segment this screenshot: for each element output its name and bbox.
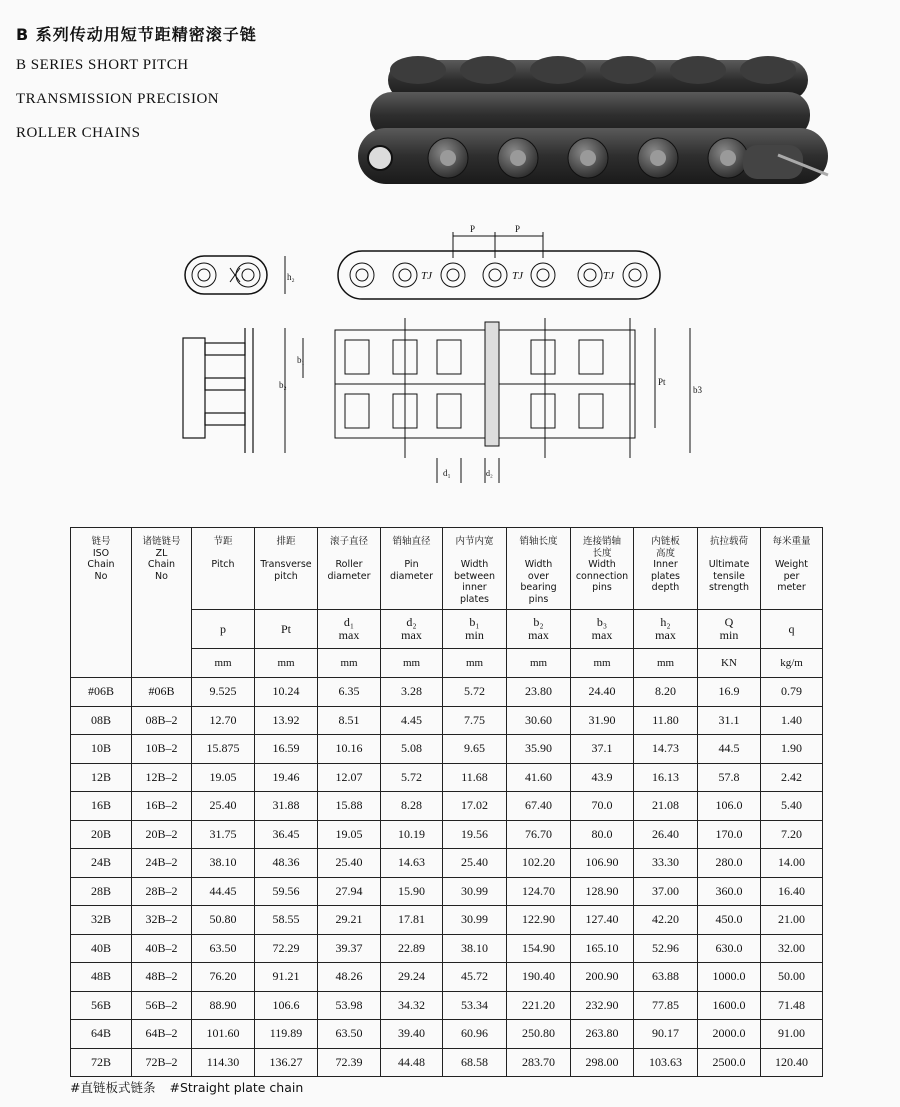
symbol-cell: Pt [255,610,318,649]
table-cell: 12.07 [318,763,381,792]
table-cell: 16.13 [634,763,698,792]
header-cell: 排距 Transverse pitch [255,528,318,610]
table-cell: 13.92 [255,706,318,735]
table-cell: 36.45 [255,820,318,849]
table-cell: 44.45 [192,877,255,906]
table-cell: 114.30 [192,1048,255,1077]
table-cell: 70.0 [571,792,634,821]
table-cell: 24.40 [571,678,634,707]
table-cell: 17.02 [443,792,507,821]
header-cell: 链号 ISO Chain No [71,528,132,678]
table-cell: 10.16 [318,735,381,764]
table-cell: 1600.0 [698,991,761,1020]
unit-cell: mm [318,649,381,678]
table-cell: 37.1 [571,735,634,764]
table-cell: 91.00 [761,1020,823,1049]
table-cell: 67.40 [507,792,571,821]
table-cell: 48B [71,963,132,992]
title-en-line3: ROLLER CHAINS [16,125,141,141]
symbol-cell: b₁ min [443,610,507,649]
unit-cell: KN [698,649,761,678]
table-cell: 124.70 [507,877,571,906]
table-cell: 29.24 [381,963,443,992]
table-cell: 26.40 [634,820,698,849]
header-cell: 每米重量 Weight per meter [761,528,823,610]
table-cell: 52.96 [634,934,698,963]
table-body [71,678,823,1077]
table-cell: 1000.0 [698,963,761,992]
table-cell: 250.80 [507,1020,571,1049]
table-cell: 298.00 [571,1048,634,1077]
table-cell: 14.63 [381,849,443,878]
table-cell: 28B [71,877,132,906]
table-cell: 24B [71,849,132,878]
table-cell: 48.26 [318,963,381,992]
spec-table [70,527,823,1077]
table-cell: 80.0 [571,820,634,849]
table-cell: 232.90 [571,991,634,1020]
table-cell: 43.9 [571,763,634,792]
table-cell: 16.40 [761,877,823,906]
table-row [71,934,823,963]
symbol-cell: b₃ max [571,610,634,649]
table-cell: 31.75 [192,820,255,849]
table-cell: 19.56 [443,820,507,849]
table-cell: 15.90 [381,877,443,906]
title-cn: B 系列传动用短节距精密滚子链 [16,25,257,44]
symbol-cell: h₂ max [634,610,698,649]
table-cell: 12.70 [192,706,255,735]
chain-drawing [175,218,735,488]
unit-cell: kg/m [761,649,823,678]
table-cell: 165.10 [571,934,634,963]
table-cell: 44.5 [698,735,761,764]
table-cell: 10.19 [381,820,443,849]
table-cell: 200.90 [571,963,634,992]
table-cell: 11.80 [634,706,698,735]
label-d1: d₁ [443,468,451,478]
table-cell: 53.34 [443,991,507,1020]
unit-cell: mm [634,649,698,678]
label-p-1: P [470,224,476,234]
label-h2: h₂ [287,272,295,282]
table-cell: 122.90 [507,906,571,935]
table-cell: 31.90 [571,706,634,735]
table-cell: 72.29 [255,934,318,963]
table-cell: 16B–2 [132,792,192,821]
table-cell: 7.20 [761,820,823,849]
symbol-cell: Q min [698,610,761,649]
table-cell: 19.46 [255,763,318,792]
table-cell: 23.80 [507,678,571,707]
table-cell: 8.51 [318,706,381,735]
table-row [71,991,823,1020]
table-cell: 31.1 [698,706,761,735]
brand-mark-3: TJ [603,270,614,282]
brand-mark-2: TJ [512,270,523,282]
table-cell: 71.48 [761,991,823,1020]
table-cell: 63.50 [192,934,255,963]
table-cell: 9.525 [192,678,255,707]
table-row [71,1020,823,1049]
table-cell: 88.90 [192,991,255,1020]
table-cell: 450.0 [698,906,761,935]
table-cell: 8.28 [381,792,443,821]
symbol-cell: p [192,610,255,649]
chain-photo [358,50,838,200]
table-cell: 37.00 [634,877,698,906]
unit-cell: mm [571,649,634,678]
table-cell: 64B [71,1020,132,1049]
table-cell: #06B [71,678,132,707]
table-cell: 32.00 [761,934,823,963]
table-cell: 1.40 [761,706,823,735]
table-cell: 63.50 [318,1020,381,1049]
table-cell: 76.20 [192,963,255,992]
table-cell: 34.32 [381,991,443,1020]
unit-cell: mm [192,649,255,678]
table-cell: 10B [71,735,132,764]
table-cell: 102.20 [507,849,571,878]
label-b2: b₂ [279,380,287,390]
label-p-2: P [515,224,521,234]
table-row [71,763,823,792]
table-cell: 25.40 [443,849,507,878]
table-row [71,678,823,707]
table-cell: 20B [71,820,132,849]
title-en-line1: B SERIES SHORT PITCH [16,57,189,73]
table-cell: 20B–2 [132,820,192,849]
table-cell: 12B–2 [132,763,192,792]
table-cell: 24B–2 [132,849,192,878]
table-cell: 76.70 [507,820,571,849]
table-cell: 11.68 [443,763,507,792]
symbol-cell: q [761,610,823,649]
table-cell: 35.90 [507,735,571,764]
table-cell: 08B [71,706,132,735]
table-cell: 119.89 [255,1020,318,1049]
table-cell: 22.89 [381,934,443,963]
table-cell: 1.90 [761,735,823,764]
table-cell: 4.45 [381,706,443,735]
table-cell: 30.99 [443,877,507,906]
table-cell: 58.55 [255,906,318,935]
table-cell: 120.40 [761,1048,823,1077]
table-row [71,877,823,906]
table-cell: 2.42 [761,763,823,792]
table-cell: 19.05 [192,763,255,792]
unit-cell: mm [507,649,571,678]
table-cell: 64B–2 [132,1020,192,1049]
table-cell: 30.99 [443,906,507,935]
table-cell: 16.9 [698,678,761,707]
table-cell: #06B [132,678,192,707]
header-row [71,528,823,610]
table-cell: 3.28 [381,678,443,707]
table-cell: 48.36 [255,849,318,878]
table-cell: 56B–2 [132,991,192,1020]
table-cell: 41.60 [507,763,571,792]
table-cell: 48B–2 [132,963,192,992]
table-cell: 6.35 [318,678,381,707]
table-cell: 10.24 [255,678,318,707]
table-cell: 28B–2 [132,877,192,906]
table-cell: 38.10 [443,934,507,963]
table-cell: 25.40 [192,792,255,821]
table-row [71,792,823,821]
label-b3: b3 [693,385,702,395]
header-cell: 销轴长度 Width over bearing pins [507,528,571,610]
table-cell: 40B–2 [132,934,192,963]
table-cell: 30.60 [507,706,571,735]
table-cell: 2500.0 [698,1048,761,1077]
table-cell: 19.05 [318,820,381,849]
table-cell: 77.85 [634,991,698,1020]
table-cell: 14.00 [761,849,823,878]
unit-cell: mm [381,649,443,678]
table-cell: 72B–2 [132,1048,192,1077]
table-cell: 39.37 [318,934,381,963]
table-cell: 283.70 [507,1048,571,1077]
table-cell: 280.0 [698,849,761,878]
table-cell: 90.17 [634,1020,698,1049]
table-cell: 5.72 [381,763,443,792]
table-row [71,849,823,878]
table-cell: 27.94 [318,877,381,906]
table-cell: 63.88 [634,963,698,992]
table-cell: 136.27 [255,1048,318,1077]
table-cell: 154.90 [507,934,571,963]
table-cell: 360.0 [698,877,761,906]
table-cell: 15.875 [192,735,255,764]
table-cell: 44.48 [381,1048,443,1077]
table-cell: 21.00 [761,906,823,935]
header-cell: 销轴直径 Pin diameter [381,528,443,610]
table-cell: 32B [71,906,132,935]
table-cell: 68.58 [443,1048,507,1077]
table-cell: 127.40 [571,906,634,935]
table-cell: 10B–2 [132,735,192,764]
table-cell: 221.20 [507,991,571,1020]
table-cell: 630.0 [698,934,761,963]
table-cell: 08B–2 [132,706,192,735]
table-cell: 33.30 [634,849,698,878]
table-cell: 31.88 [255,792,318,821]
header-cell: 诸链链号 ZL Chain No [132,528,192,678]
table-cell: 12B [71,763,132,792]
table-cell: 16B [71,792,132,821]
header-cell: 滚子直径 Roller diameter [318,528,381,610]
footnote-cn: #直链板式链条 [70,1080,156,1095]
header-cell: 内链板 高度 Inner plates depth [634,528,698,610]
header-cell: 连接销轴 长度 Width connection pins [571,528,634,610]
label-pt: Pt [658,377,666,387]
table-cell: 15.88 [318,792,381,821]
table-cell: 53.98 [318,991,381,1020]
table-cell: 128.90 [571,877,634,906]
table-cell: 40B [71,934,132,963]
table-cell: 72B [71,1048,132,1077]
title-en-line2: TRANSMISSION PRECISION [16,91,220,107]
table-row [71,906,823,935]
footnote-en: #Straight plate chain [169,1080,304,1095]
table-cell: 39.40 [381,1020,443,1049]
table-row [71,706,823,735]
table-cell: 91.21 [255,963,318,992]
table-row [71,820,823,849]
brand-mark-1: TJ [421,270,432,282]
table-cell: 50.00 [761,963,823,992]
table-cell: 60.96 [443,1020,507,1049]
table-cell: 0.79 [761,678,823,707]
table-cell: 59.56 [255,877,318,906]
table-cell: 38.10 [192,849,255,878]
symbol-cell: d₂ max [381,610,443,649]
table-cell: 2000.0 [698,1020,761,1049]
header-cell: 抗拉载荷 Ultimate tensile strength [698,528,761,610]
table-cell: 57.8 [698,763,761,792]
table-cell: 263.80 [571,1020,634,1049]
table-cell: 72.39 [318,1048,381,1077]
table-cell: 9.65 [443,735,507,764]
table-cell: 29.21 [318,906,381,935]
table-cell: 190.40 [507,963,571,992]
table-cell: 17.81 [381,906,443,935]
symbol-cell: d₁ max [318,610,381,649]
table-cell: 106.90 [571,849,634,878]
table-cell: 7.75 [443,706,507,735]
table-cell: 103.63 [634,1048,698,1077]
unit-cell: mm [443,649,507,678]
table-cell: 106.6 [255,991,318,1020]
label-b1: b₁ [297,355,305,365]
table-row [71,963,823,992]
table-cell: 8.20 [634,678,698,707]
footnote [70,1078,313,1096]
table-cell: 16.59 [255,735,318,764]
table-cell: 45.72 [443,963,507,992]
unit-cell: mm [255,649,318,678]
table-cell: 21.08 [634,792,698,821]
symbol-cell: b₂ max [507,610,571,649]
table-cell: 50.80 [192,906,255,935]
table-row [71,735,823,764]
table-cell: 170.0 [698,820,761,849]
table-cell: 25.40 [318,849,381,878]
header-cell: 内节内宽 Width between inner plates [443,528,507,610]
header-cell: 节距 Pitch [192,528,255,610]
table-cell: 56B [71,991,132,1020]
table-cell: 5.72 [443,678,507,707]
table-cell: 101.60 [192,1020,255,1049]
table-cell: 32B–2 [132,906,192,935]
label-d2: d₂ [486,469,493,478]
table-cell: 5.40 [761,792,823,821]
table-row [71,1048,823,1077]
table-cell: 5.08 [381,735,443,764]
table-cell: 14.73 [634,735,698,764]
table-cell: 106.0 [698,792,761,821]
table-cell: 42.20 [634,906,698,935]
